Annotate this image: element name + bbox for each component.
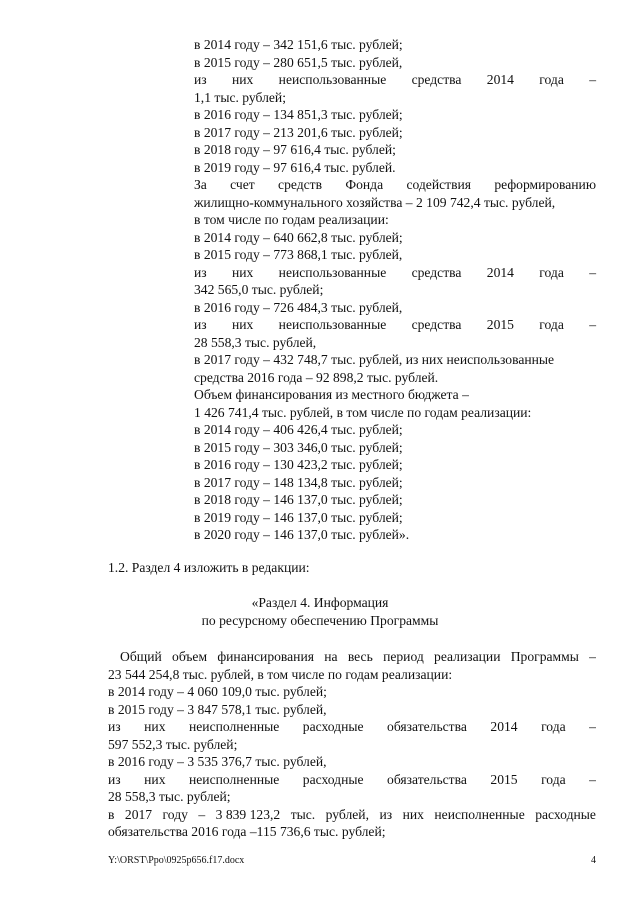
word: содействия [406,177,472,192]
word: средства [411,317,462,332]
resource-paragraph [108,648,596,841]
word: в [108,806,115,822]
word: средства [411,264,462,280]
word: 2017 [124,806,153,822]
text-line: Объем финансирования из местного бюджета – [194,387,469,402]
page-footer [108,855,596,866]
word: – [589,771,596,787]
justified-line [194,71,596,89]
word: из [194,72,207,87]
justified-line [108,806,596,824]
word: 2014 [486,72,514,87]
word: 2015 [486,317,514,332]
text-line: в том числе по годам реализации: [194,212,389,227]
word: 2015 [490,771,518,787]
text-line: в 2016 году – 130 423,2 тыс. рублей; [194,457,403,472]
section-heading [0,594,640,630]
section-instruction: 1.2. Раздел 4 изложить в редакции: [108,560,310,575]
word: 2014 [490,719,518,734]
justified-line [194,176,596,194]
file-path: Y:\ORST\Ppo\0925p656.f17.docx [108,855,245,866]
word: неиспользованные [278,264,387,280]
word: За [194,177,207,192]
text-line: жилищно-коммунального хозяйства – 2 109 742,4 тыс. рублей, [194,194,556,210]
heading-line-2: по ресурсному обеспечению Программы [201,613,439,628]
text-line: средства 2016 года – 92 898,2 тыс. рублей. [194,369,439,385]
word: – [589,72,596,87]
text-line: 1,1 тыс. рублей; [194,89,286,105]
word: – [589,264,596,280]
word: Фонда [345,177,384,192]
text-line: 342 565,0 тыс. рублей; [194,282,324,297]
word: года [541,771,566,787]
word: них [144,771,166,787]
word: года [541,719,566,734]
text-line: в 2017 году – 213 201,6 тыс. рублей; [194,124,403,140]
text-line: 28 558,3 тыс. рублей; [108,789,231,804]
word: неисполненные [434,806,525,822]
word: средства [411,72,462,87]
word: реформированию [494,177,596,192]
word: из [108,719,121,734]
word: расходные [535,806,596,822]
word: них [231,72,254,87]
heading-line-1: «Раздел 4. Информация [251,595,389,610]
word: рублей, [325,806,369,822]
word: года [539,72,564,87]
word: них [402,806,424,822]
text-line: в 2014 году – 640 662,8 тыс. рублей; [194,229,403,245]
word: расходные [302,771,364,787]
text-line: 597 552,3 тыс. рублей; [108,736,238,752]
text-line: в 2019 году – 97 616,4 тыс. рублей. [194,159,396,175]
text-line: в 2017 году – 148 134,8 тыс. рублей; [194,474,403,490]
word: года [539,264,564,280]
justified-line [194,264,596,282]
justified-line [108,771,596,789]
text-line: в 2017 году – 432 748,7 тыс. рублей, из них неиспользованные [194,352,555,367]
word: – [589,317,596,332]
word: на [324,649,338,664]
word: обязательства [387,771,467,787]
word: неиспользованные [278,317,387,332]
word: них [144,719,166,734]
word: неисполненные [188,719,280,734]
text-line: в 2014 году – 406 426,4 тыс. рублей; [194,422,403,437]
text-line: в 2016 году – 726 484,3 тыс. рублей, [194,299,403,315]
justified-line [108,718,596,736]
text-line: в 2016 году – 134 851,3 тыс. рублей; [194,107,403,122]
text-line: в 2018 году – 97 616,4 тыс. рублей; [194,142,396,157]
justified-line [194,316,596,334]
word: средств [278,177,323,192]
text-line: в 2014 году – 342 151,6 тыс. рублей; [194,37,403,52]
word: – [198,806,206,822]
word: неиспользованные [278,72,387,87]
word: – [589,649,596,664]
word: – [589,719,596,734]
text-line: 23 544 254,8 тыс. рублей, в том числе по годам реализации: [108,666,453,682]
word: весь [347,649,373,664]
funding-list-continued [194,36,596,544]
word: объем [172,649,208,664]
word: из [379,806,393,822]
text-line: в 2019 году – 146 137,0 тыс. рублей; [194,509,403,525]
word: из [194,317,207,332]
text-line: в 2018 году – 146 137,0 тыс. рублей; [194,492,403,507]
word: из [108,771,121,787]
word: обязательства [387,719,467,734]
word: году [162,806,188,822]
word: счет [230,177,255,192]
text-line: в 2015 году – 303 346,0 тыс. рублей; [194,439,403,455]
word: Программы [510,649,579,664]
text-line: 1 426 741,4 тыс. рублей, в том числе по годам реализации: [194,404,532,420]
word: расходные [302,719,364,734]
word: реализации [434,649,501,664]
text-line: в 2020 году – 146 137,0 тыс. рублей». [194,527,410,542]
text-line: в 2015 году – 280 651,5 тыс. рублей, [194,54,403,70]
word: них [231,317,254,332]
word: из [194,264,207,280]
text-line: в 2015 году – 773 868,1 тыс. рублей, [194,247,403,262]
word: неисполненные [188,771,280,787]
word: 2014 [486,264,514,280]
word: Общий [120,649,162,664]
word: тыс. [290,806,316,822]
word: 3 839 123,2 [215,806,281,822]
word: период [383,649,424,664]
text-line: в 2015 году – 3 847 578,1 тыс. рублей, [108,701,327,717]
text-line: в 2016 году – 3 535 376,7 тыс. рублей, [108,754,327,769]
word: них [231,264,254,280]
page-number: 4 [591,855,596,866]
justified-line [108,648,596,666]
text-line: 28 558,3 тыс. рублей, [194,334,317,350]
text-line: обязательства 2016 года –115 736,6 тыс. рублей; [108,824,386,839]
word: финансирования [217,649,314,664]
text-line: в 2014 году – 4 060 109,0 тыс. рублей; [108,684,327,699]
word: года [539,317,564,332]
